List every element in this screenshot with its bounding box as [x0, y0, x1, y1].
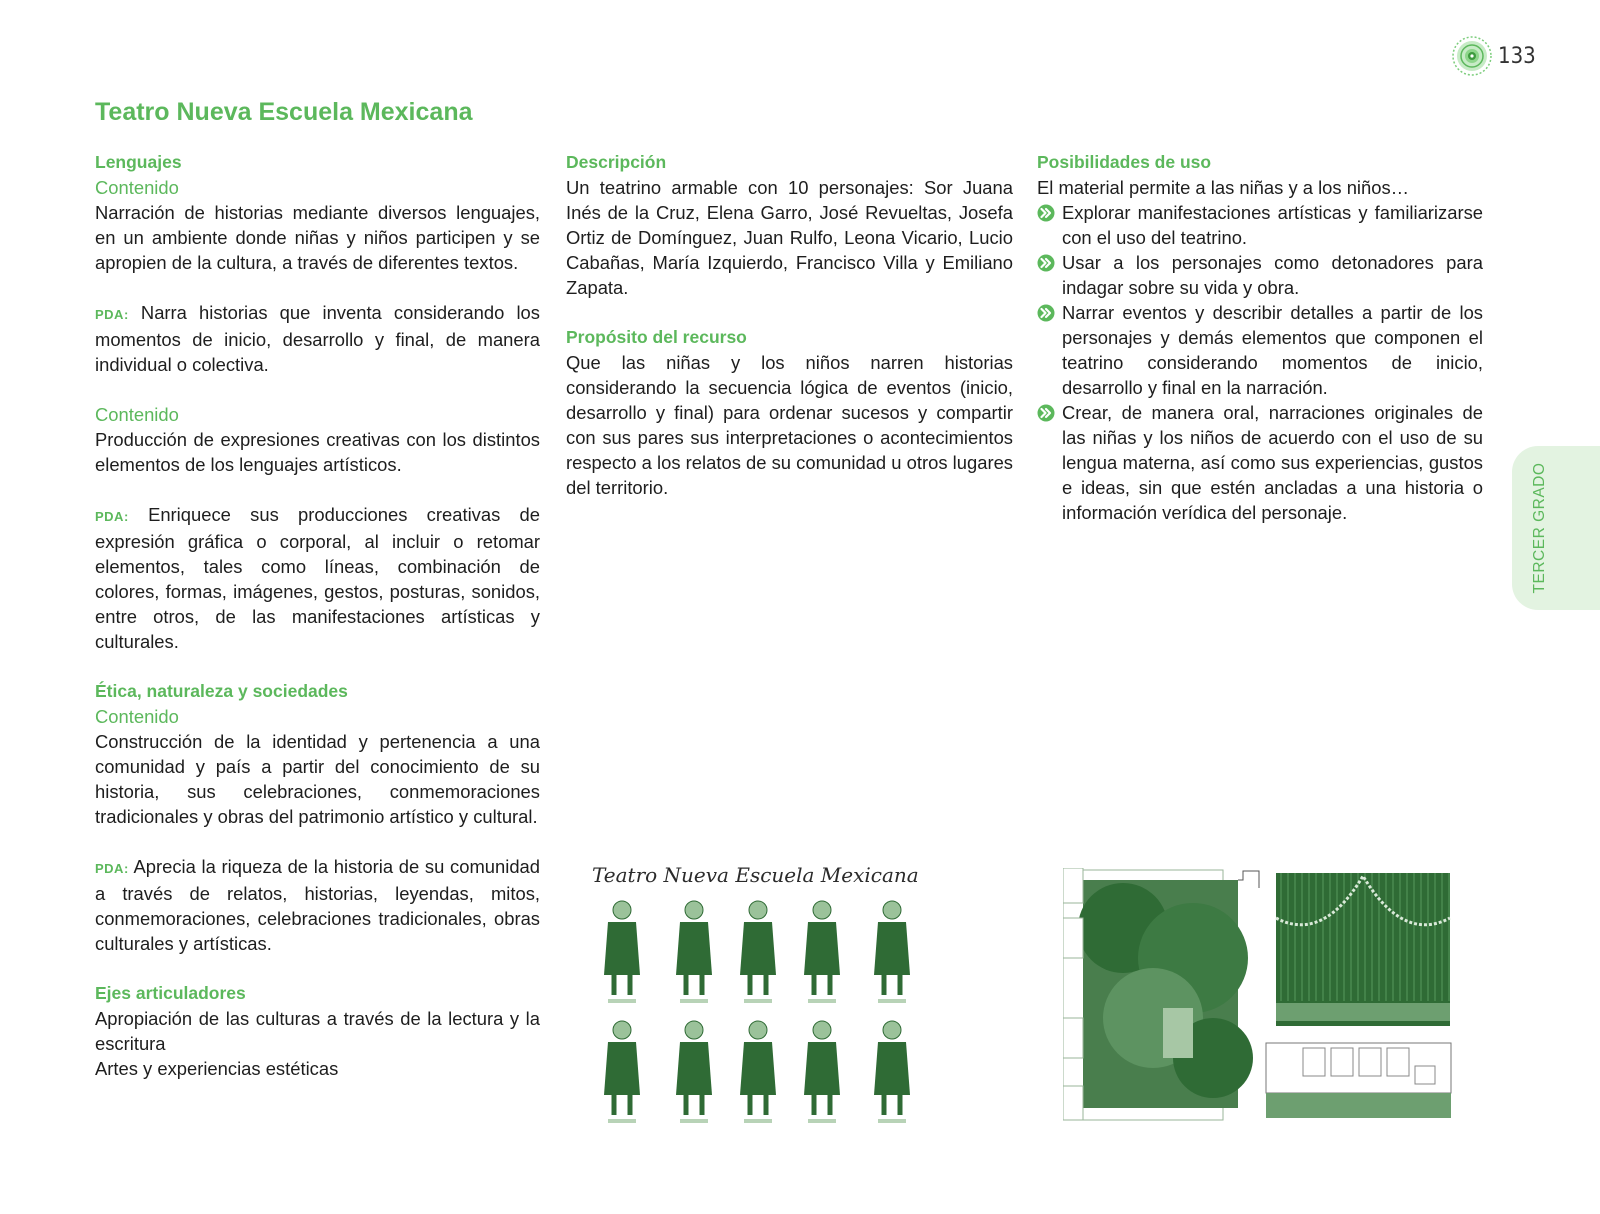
character-figure — [604, 901, 640, 1003]
character-figure — [874, 901, 910, 1003]
list-item — [1037, 200, 1483, 250]
side-tab — [1512, 446, 1600, 610]
descripcion-text: Un teatrino armable con 10 personajes: Sor Juana Inés de la Cruz, Elena Garro, José Revueltas, Josefa Ortiz de Domínguez, Juan Rulfo, Leona Vicario, Lucio Cabañas, María Izquierdo, Francisco Villa y Emiliano Zapata. — [566, 177, 1013, 298]
character-figure — [740, 1021, 776, 1123]
pda-paragraph — [95, 854, 540, 956]
double-chevron-right-icon — [1037, 404, 1055, 422]
characters-image — [590, 860, 960, 1130]
double-chevron-right-icon — [1037, 204, 1055, 222]
proposito-heading: Propósito del recurso — [566, 327, 747, 347]
ejes-heading: Ejes articuladores — [95, 983, 246, 1003]
list-item-text: Crear, de manera oral, narraciones originales de las niñas y los niños de acuerdo con el uso de su lengua materna, así como sus experiencias, gustos e ideas, sin que estén ancladas a una historia o información verídica del personaje. — [1062, 402, 1483, 523]
column-posibilidades — [1037, 150, 1483, 525]
contenido-text: Construcción de la identidad y pertenencia a una comunidad y país a partir del conocimiento de su historia, sus celebraciones, conmemoraciones tradicionales y obras del patrimonio artístico y cultural. — [95, 731, 540, 827]
lenguajes-heading: Lenguajes — [95, 152, 182, 172]
page-header — [1452, 36, 1536, 76]
descripcion-heading: Descripción — [566, 152, 667, 172]
pda-text: Aprecia la riqueza de la historia de su comunidad a través de relatos, historias, leyendas, mitos, conmemoraciones, celebraciones tradicionales, obras culturales y artísticas. — [95, 856, 540, 954]
page-title: Teatro Nueva Escuela Mexicana — [95, 98, 473, 126]
contenido-text: Producción de expresiones creativas con los distintos elementos de los lenguajes artísticos. — [95, 429, 540, 475]
pda-text: Narra historias que inventa considerando los momentos de inicio, desarrollo y final, de manera individual o colectiva. — [95, 302, 540, 375]
characters-sheet-title: Teatro Nueva Escuela Mexicana — [592, 863, 919, 887]
contenido-label: Contenido — [95, 404, 179, 425]
list-item — [1037, 400, 1483, 525]
characters-illustration — [590, 860, 960, 1130]
character-figure — [804, 901, 840, 1003]
pda-paragraph — [95, 502, 540, 654]
pda-paragraph — [95, 300, 540, 377]
page-number: 133 — [1498, 43, 1536, 69]
character-figure — [874, 1021, 910, 1123]
proposito-text: Que las niñas y los niños narren historias considerando la secuencia lógica de eventos (inicio, desarrollo y final) para ordenar sucesos y compartir con sus pares sus interpretaciones o acontecimientos respecto a los relatos de su comunidad u otros lugares del territorio. — [566, 352, 1013, 498]
list-item-text: Explorar manifestaciones artísticas y familiarizarse con el uso del teatrino. — [1062, 202, 1483, 248]
list-item-text: Usar a los personajes como detonadores para indagar sobre su vida y obra. — [1062, 252, 1483, 298]
pda-text: Enriquece sus producciones creativas de expresión gráfica o corporal, al incluir o retomar elementos, tales como líneas, combinación de colores, formas, imágenes, gestos, posturas, sonidos, entre otros, de las manifestaciones artísticas y culturales. — [95, 504, 540, 652]
ejes-item: Artes y experiencias estéticas — [95, 1058, 339, 1079]
stage-image — [1063, 868, 1453, 1128]
contenido-label: Contenido — [95, 177, 179, 198]
pda-label: PDA: — [95, 509, 129, 524]
side-tab-label: TERCER GRADO — [1531, 462, 1548, 594]
list-item-text: Narrar eventos y describir detalles a partir de los personajes y demás elementos que componen el teatrino considerando momentos de inicio, desarrollo y final en la narración. — [1062, 302, 1483, 398]
etica-heading: Ética, naturaleza y sociedades — [95, 681, 348, 701]
double-chevron-right-icon — [1037, 254, 1055, 272]
stage-illustration — [1063, 868, 1453, 1128]
character-figure — [676, 1021, 712, 1123]
list-item — [1037, 300, 1483, 400]
contenido-text: Narración de historias mediante diversos lenguajes, en un ambiente donde niñas y niños participen y se apropien de la cultura, a través de diferentes textos. — [95, 202, 540, 273]
pda-label: PDA: — [95, 307, 129, 322]
double-chevron-right-icon — [1037, 304, 1055, 322]
column-descripcion — [566, 150, 1013, 500]
contenido-label: Contenido — [95, 706, 179, 727]
posibilidades-heading: Posibilidades de uso — [1037, 152, 1212, 172]
ejes-item: Apropiación de las culturas a través de la lectura y la escritura — [95, 1008, 540, 1054]
pda-label: PDA: — [95, 861, 129, 876]
character-figure — [676, 901, 712, 1003]
character-figure — [604, 1021, 640, 1123]
list-item — [1037, 250, 1483, 300]
character-figure — [740, 901, 776, 1003]
column-campos — [95, 150, 540, 1081]
posibilidades-intro: El material permite a las niñas y a los niños… — [1037, 177, 1410, 198]
character-figure — [804, 1021, 840, 1123]
posibilidades-list — [1037, 200, 1483, 525]
sun-medallion-icon — [1452, 36, 1492, 76]
